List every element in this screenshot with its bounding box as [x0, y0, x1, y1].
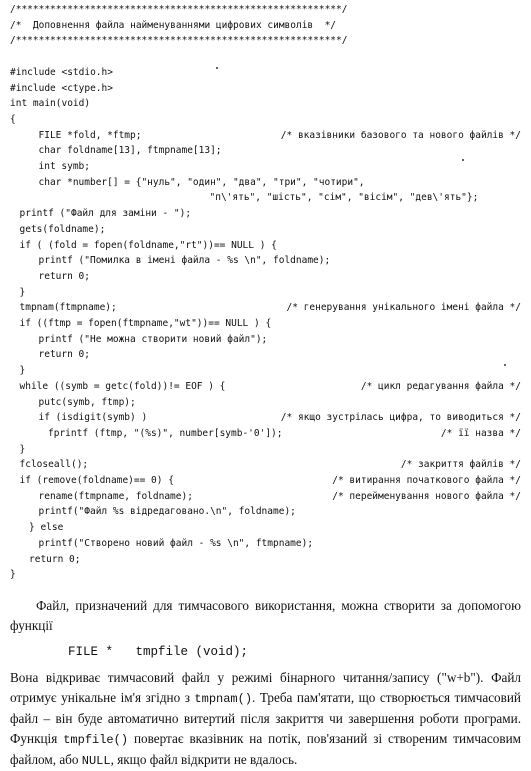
code-line	[0, 395, 531, 411]
code-line	[0, 18, 531, 34]
code-line	[0, 143, 531, 159]
code-line	[0, 159, 531, 175]
code-text: /*********************************************************/	[10, 4, 348, 15]
code-line	[0, 426, 531, 442]
function-prototype: FILE * tmpfile (void);	[68, 645, 249, 659]
code-comment: /* перейменування нового файла */	[332, 490, 521, 502]
code-text: if ((ftmp = fopen(ftmpname,"wt"))== NULL ) {	[19, 318, 272, 329]
paragraph-tmpfile	[10, 668, 521, 771]
scan-speck	[216, 67, 218, 69]
code-line	[0, 300, 531, 316]
code-line	[0, 238, 531, 254]
code-comment: /* вказівники базового та нового файлів */	[280, 129, 521, 141]
text-run: . Треба пам'ятати, що створюється тимчасовий файл – він буде автоматично витертий після закриття чи завершення роботи програми. Функція	[10, 690, 521, 746]
code-text: printf("Файл %s відредаговано.\n", foldname);	[38, 506, 296, 518]
code-text: /* Доповнення файла найменуваннями цифрових символів */	[10, 19, 337, 31]
code-text: int symb;	[38, 161, 90, 172]
code-line	[0, 457, 531, 473]
code-line	[0, 49, 531, 65]
code-text: }	[10, 569, 16, 581]
code-comment: /* її назва */	[440, 427, 521, 439]
code-text: char *number[] = {"нуль", "один", "два", "три", "чотири",	[38, 176, 365, 188]
code-text: if (isdigit(symb) )	[38, 412, 148, 424]
code-line	[0, 552, 531, 568]
code-comment: /* якщо зустрілась цифра, то виводиться */	[280, 412, 521, 424]
code-text: return 0;	[38, 270, 90, 282]
code-comment: /* закриття файлів */	[400, 459, 521, 471]
text-run: , якщо файл відкрити не вдалось.	[110, 752, 298, 767]
code-line	[0, 2, 531, 18]
code-text: {	[10, 113, 16, 125]
code-text: fprintf (ftmp, "(%s)", number[symb-'0']);	[48, 427, 283, 439]
prose-section	[10, 596, 521, 771]
code-text: /*********************************************************/	[10, 35, 348, 47]
code-line	[0, 269, 531, 285]
code-line	[0, 65, 531, 81]
code-line	[0, 489, 531, 505]
code-text: FILE *fold, *ftmp;	[38, 129, 142, 141]
code-line	[0, 567, 531, 583]
code-text: printf("Створено новий файл - %s \n", ftmpname);	[38, 537, 314, 549]
code-text: "п\'ять", "шість", "сім", "вісім", "дев\'ять"};	[209, 192, 479, 204]
code-text: return 0;	[38, 349, 90, 361]
code-text: putc(symb, ftmp);	[38, 396, 136, 408]
code-text: printf ("Файл для заміни - ");	[19, 208, 192, 220]
code-comment: /* цикл редагування файла */	[360, 380, 521, 392]
code-text: #include <ctype.h>	[10, 82, 113, 94]
code-line	[0, 206, 531, 222]
code-text: #include <stdio.h>	[10, 66, 113, 78]
code-text: }	[19, 365, 26, 377]
code-text: printf ("Не можна створити новий файл");	[38, 333, 268, 345]
code-line	[0, 190, 531, 206]
code-text: printf ("Помилка в імені файла - %s \n", foldname);	[38, 255, 331, 267]
code-text: char foldname[13], ftmpname[13];	[38, 145, 222, 157]
code-line	[0, 175, 531, 191]
code-text: while ((symb = getc(fold))!= EOF ) {	[19, 380, 226, 392]
inline-code: NULL	[81, 754, 111, 768]
code-comment: /* генерування унікального імені файла */	[286, 302, 521, 314]
code-text: } else	[29, 522, 64, 534]
code-text: rename(ftmpname, foldname);	[38, 490, 193, 502]
code-line	[0, 473, 531, 489]
code-line	[0, 520, 531, 536]
code-line	[0, 410, 531, 426]
code-line	[0, 112, 531, 128]
code-text: return 0;	[29, 553, 81, 565]
code-text: fcloseall();	[19, 459, 89, 471]
code-comment: /* витирання початкового файла */	[332, 475, 521, 486]
code-text: }	[19, 286, 26, 298]
code-line	[0, 96, 531, 112]
code-line	[0, 253, 531, 269]
code-line	[0, 316, 531, 332]
code-line	[0, 363, 531, 379]
scan-speck	[462, 159, 464, 161]
code-line	[0, 128, 531, 144]
code-line	[0, 285, 531, 301]
inline-code: tmpfile()	[63, 733, 129, 747]
code-text: int main(void)	[10, 98, 91, 110]
inline-code: tmpnam()	[194, 692, 253, 706]
code-text: gets(foldname);	[19, 223, 106, 235]
text-run: повертає вказівник на потік, пов'язаний зі створеним тимчасовим файлом, або	[10, 731, 521, 767]
code-line	[0, 379, 531, 395]
code-line	[0, 504, 531, 520]
code-text: tmpnam(ftmpname);	[19, 302, 117, 314]
code-text: if ( (fold = fopen(foldname,"rt"))== NULL ) {	[19, 239, 277, 251]
code-line	[0, 442, 531, 458]
code-line	[0, 347, 531, 363]
code-text: }	[19, 443, 26, 455]
code-line	[0, 332, 531, 348]
scan-speck	[504, 364, 506, 366]
code-line	[0, 33, 531, 49]
code-line	[0, 81, 531, 97]
code-text: if (remove(foldname)== 0) {	[19, 475, 174, 486]
paragraph-intro: Файл, призначений для тимчасового використання, можна створити за допомогою функції	[10, 598, 521, 633]
code-line	[0, 536, 531, 552]
code-line	[0, 222, 531, 238]
text-run: Вона відкриває тимчасовий файл у режимі бінарного читання/запису ("w+b"). Файл отримує унікальне ім'я згідно з	[10, 670, 521, 705]
